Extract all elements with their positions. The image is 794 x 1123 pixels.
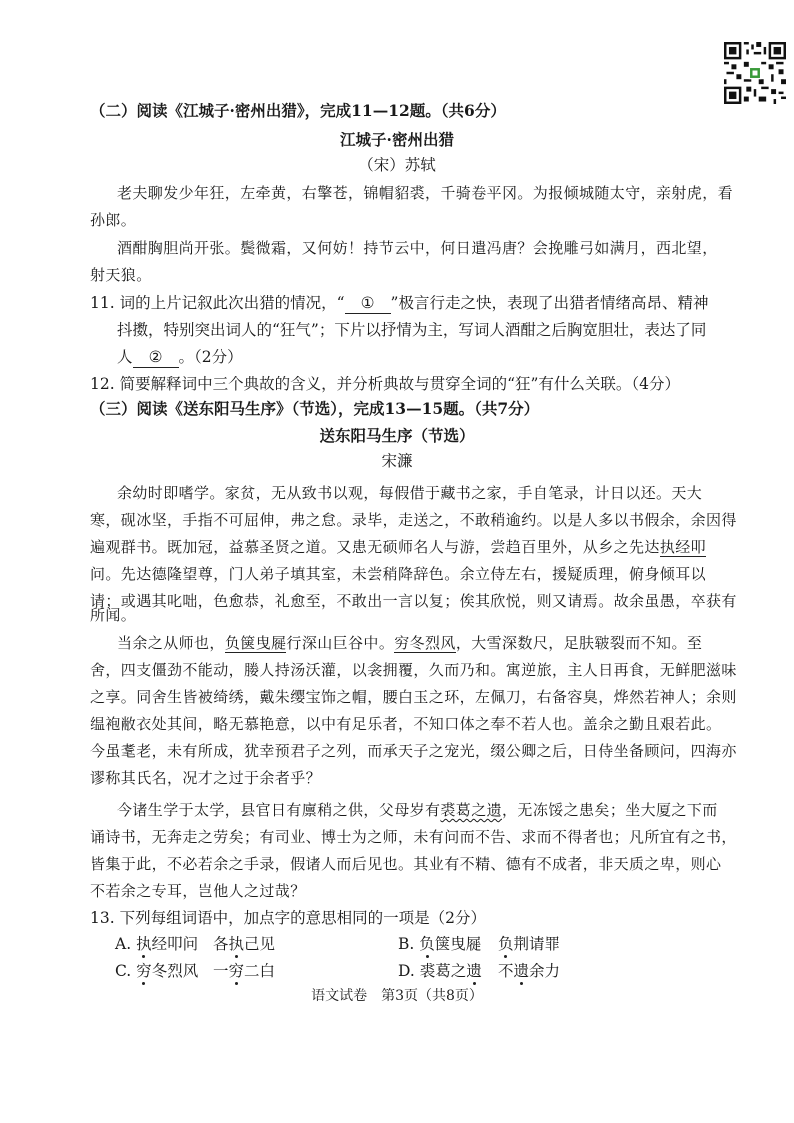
option-b-compare <box>498 934 560 954</box>
essay-line: 不若余之专耳，岂他人之过哉？ <box>90 882 306 900</box>
option-a[interactable] <box>115 934 198 954</box>
dotted-char: 遗 <box>513 962 530 980</box>
answer-blank-1[interactable]: ① <box>345 293 391 314</box>
underlined-phrase: 负箧曳屣 <box>224 634 287 652</box>
section2-header: （二）阅读《江城子·密州出猎》，完成11—12题。（共6分） <box>90 101 506 120</box>
option-c-compare <box>213 961 275 981</box>
option-a-compare <box>213 934 275 954</box>
question-11-line1 <box>90 293 708 314</box>
question-12: 12. 简要解释词中三个典故的含义，并分析典故与贯穿全词的“狂”有什么关联。（4分） <box>90 375 681 393</box>
essay-line: 舍，四支僵劲不能动，媵人持汤沃灌，以衾拥覆，久而乃和。寓逆旅，主人日再食，无鲜肥滋味 <box>90 661 737 679</box>
poem-line: 酒酣胸胆尚开张。鬓微霜，又何妨！持节云中，何日遣冯唐？会挽雕弓如满月，西北望， <box>117 239 718 257</box>
option-label: A. <box>115 935 137 953</box>
dotted-char: 负 <box>498 935 514 953</box>
poem-title: 江城子·密州出猎 <box>340 130 454 149</box>
option-label: D. <box>398 962 420 980</box>
essay-line: 之享。同舍生皆被绮绣，戴朱缨宝饰之帽，腰白玉之环，左佩刀，右备容臭，烨然若神人；余则 <box>90 688 737 706</box>
dotted-char: 执 <box>228 935 245 953</box>
option-d[interactable] <box>398 961 482 981</box>
option-text: 不 <box>498 962 514 980</box>
essay-line: 寒，砚冰坚，手指不可屈伸，弗之怠。录毕，走送之，不敢稍逾约。以是人多以书假余，余因得 <box>90 511 737 529</box>
option-text: 余力 <box>529 962 561 980</box>
underlined-phrase: 执经叩 <box>659 538 707 556</box>
essay-text: ，无冻馁之患矣；坐大厦之下而 <box>502 801 718 819</box>
option-text: 冬烈风 <box>151 962 199 980</box>
option-text: 己见 <box>244 935 276 953</box>
q11-text: 人 <box>117 348 133 366</box>
question-13-stem: 13. 下列每组词语中，加点字的意思相同的一项是（2分） <box>90 909 486 927</box>
q11-text: 11. 词的上片记叙此次出猎的情况，“ <box>90 294 345 312</box>
essay-title: 送东阳马生序（节选） <box>319 426 475 445</box>
option-c[interactable] <box>115 961 198 981</box>
option-text: 各 <box>213 935 229 953</box>
option-b[interactable] <box>398 934 481 954</box>
option-text: 曳屣 <box>450 935 482 953</box>
option-text: 经叩问 <box>151 935 199 953</box>
option-text: 箧 <box>434 935 451 953</box>
poem-line: 老夫聊发少年狂，左牵黄，右擎苍，锦帽貂裘，千骑卷平冈。为报倾城随太守，亲射虎，看 <box>117 184 734 202</box>
dotted-char: 遗 <box>466 962 482 980</box>
essay-line <box>117 800 718 820</box>
essay-line: 所闻。 <box>90 606 137 624</box>
option-text: 裘葛之 <box>419 962 467 980</box>
poem-author: （宋）苏轼 <box>358 156 436 174</box>
option-text: 一 <box>213 962 229 980</box>
essay-text: 当余之从师也， <box>117 634 225 652</box>
essay-line: 请；或遇其叱咄，色愈恭，礼愈至，不敢出一言以复；俟其欣悦，则又请焉。故余虽愚，卒获有 <box>90 592 737 610</box>
essay-line: 皆集于此，不必若余之手录，假诸人而后见也。其业有不精、德有不成者，非天质之卑，则心 <box>90 855 722 873</box>
essay-line: 谬称其氏名，况才之过于余者乎？ <box>90 769 322 787</box>
essay-text: 今诸生学于太学，县官日有廪稍之供，父母岁有 <box>117 801 441 819</box>
essay-line: 今虽耄老，未有所成，犹幸预君子之列，而承天子之宠光，缀公卿之后，日侍坐备顾问，四海亦 <box>90 742 737 760</box>
dotted-char: 穷 <box>228 962 245 980</box>
option-text: 二白 <box>244 962 276 980</box>
option-d-compare <box>498 961 560 981</box>
question-11-line3 <box>117 347 243 368</box>
page-footer: 语文试卷 第3页（共8页） <box>311 988 483 1004</box>
poem-line: 射天狼。 <box>90 266 152 284</box>
essay-line: 缊袍敝衣处其间，略无慕艳意，以中有足乐者，不知口体之奉不若人也。盖余之勤且艰若此。 <box>90 715 722 733</box>
essay-line <box>90 537 706 557</box>
qr-code-icon <box>724 42 786 104</box>
essay-author: 宋濂 <box>381 452 413 470</box>
essay-text: 遍观群书。既加冠，益慕圣贤之道。又患无硕师名人与游，尝趋百里外，从乡之先达 <box>90 538 660 556</box>
poem-line: 孙郎。 <box>90 211 137 229</box>
underlined-phrase: 穷冬烈风 <box>394 634 456 652</box>
essay-line <box>117 633 702 653</box>
option-label: B. <box>398 935 420 953</box>
essay-line: 问。先达德隆望尊，门人弟子填其室，未尝稍降辞色。余立侍左右，援疑质理，俯身倾耳以 <box>90 565 707 583</box>
answer-blank-2[interactable]: ② <box>133 347 179 368</box>
dotted-char: 负 <box>419 935 435 953</box>
essay-text: 行深山巨谷中。 <box>286 634 395 652</box>
option-text: 荆请罪 <box>513 935 561 953</box>
underlined-phrase: 裘葛之遗 <box>440 801 503 819</box>
section3-header: （三）阅读《送东阳马生序》（节选），完成13—15题。（共7分） <box>90 399 540 418</box>
q11-text: 。（2分） <box>178 348 243 366</box>
essay-line: 余幼时即嗜学。家贫，无从致书以观，每假借于藏书之家，手自笔录，计日以还。天大 <box>117 484 703 502</box>
dotted-char: 执 <box>136 935 152 953</box>
q11-text: ”极言行走之快，表现了出猎者情绪高昂、精神 <box>390 294 709 312</box>
essay-line: 诵诗书，无奔走之劳矣；有司业、博士为之师，未有问而不告、求而不得者也；凡所宜有之书， <box>90 828 737 846</box>
essay-text: ，大雪深数尺，足肤皲裂而不知。至 <box>455 634 703 652</box>
dotted-char: 穷 <box>136 962 152 980</box>
option-label: C. <box>115 962 137 980</box>
question-11-line2: 抖擞，特别突出词人的“狂气”；下片以抒情为主，写词人酒酣之后胸宽胆壮，表达了同 <box>117 321 707 339</box>
